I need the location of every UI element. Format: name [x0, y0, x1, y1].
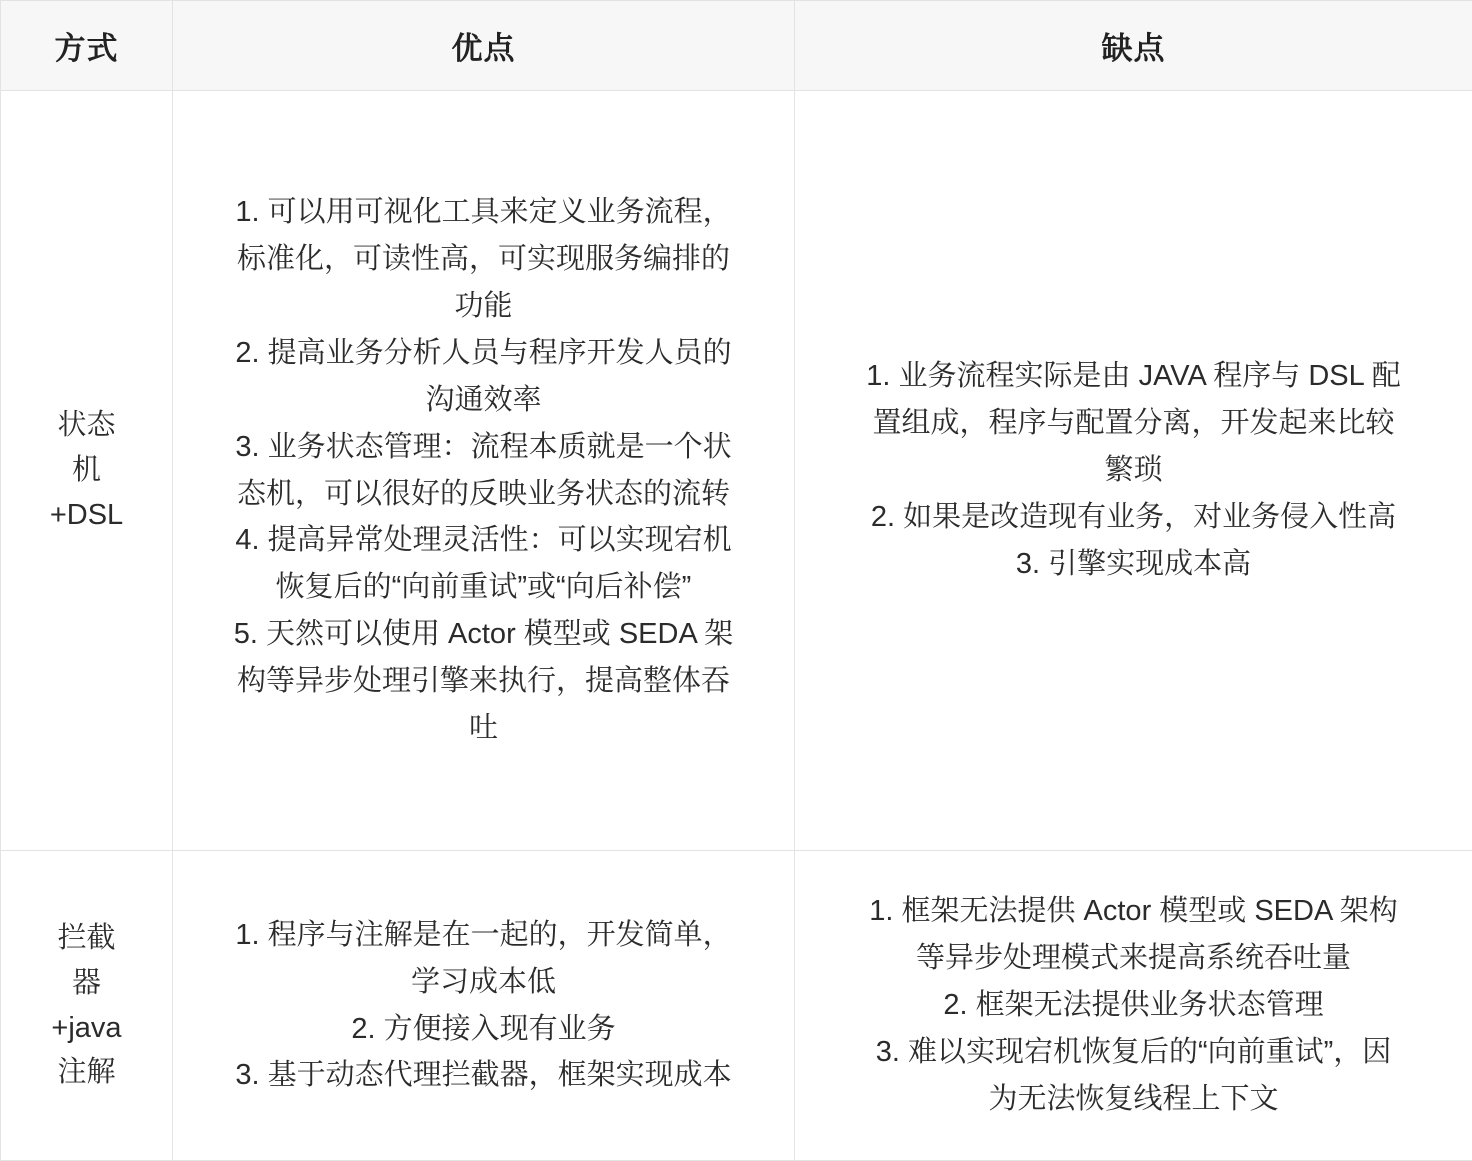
pros-line: 3. 基于动态代理拦截器，框架实现成本: [195, 1052, 772, 1099]
method-line: 机: [7, 448, 166, 493]
cell-cons-state-machine-dsl: [795, 91, 1472, 851]
pros-line: 学习成本低: [195, 959, 772, 1006]
cons-line: 繁琐: [817, 447, 1450, 494]
pros-line: 5. 天然可以使用 Actor 模型或 SEDA 架: [195, 611, 772, 658]
cons-line: 2. 框架无法提供业务状态管理: [817, 982, 1450, 1029]
method-line: +java: [7, 1006, 166, 1051]
pros-line: 4. 提高异常处理灵活性：可以实现宕机: [195, 517, 772, 564]
cell-pros-interceptor-java-annotation: [173, 851, 795, 1161]
cons-line: 1. 业务流程实际是由 JAVA 程序与 DSL 配: [817, 353, 1450, 400]
table-body: [1, 91, 1472, 1161]
pros-line: 1. 程序与注解是在一起的，开发简单，: [195, 912, 772, 959]
pros-line: 吐: [195, 705, 772, 752]
cell-pros-state-machine-dsl: [173, 91, 795, 851]
pros-line: 2. 提高业务分析人员与程序开发人员的: [195, 330, 772, 377]
column-header-cons: 缺点: [795, 1, 1472, 91]
pros-line: 恢复后的“向前重试”或“向后补偿”: [195, 564, 772, 611]
cons-line: 2. 如果是改造现有业务，对业务侵入性高: [817, 494, 1450, 541]
cell-method-interceptor-java-annotation: [1, 851, 173, 1161]
column-header-pros: 优点: [173, 1, 795, 91]
pros-line: 3. 业务状态管理：流程本质就是一个状: [195, 424, 772, 471]
method-line: 注解: [7, 1050, 166, 1095]
column-header-method: 方式: [1, 1, 173, 91]
cons-line: 1. 框架无法提供 Actor 模型或 SEDA 架构: [817, 888, 1450, 935]
table-row: [1, 91, 1472, 851]
cell-method-state-machine-dsl: [1, 91, 173, 851]
table-header-row: [1, 1, 1472, 91]
cell-cons-interceptor-java-annotation: [795, 851, 1472, 1161]
method-line: 状态: [7, 403, 166, 448]
table-header: [1, 1, 1472, 91]
pros-line: 沟通效率: [195, 377, 772, 424]
method-line: 器: [7, 961, 166, 1006]
cons-line: 为无法恢复线程上下文: [817, 1076, 1450, 1123]
pros-line: 功能: [195, 283, 772, 330]
cons-line: 等异步处理模式来提高系统吞吐量: [817, 935, 1450, 982]
method-line: 拦截: [7, 916, 166, 961]
table-row: [1, 851, 1472, 1161]
pros-line: 2. 方便接入现有业务: [195, 1006, 772, 1053]
cons-line: 置组成，程序与配置分离，开发起来比较: [817, 400, 1450, 447]
pros-line: 1. 可以用可视化工具来定义业务流程，: [195, 189, 772, 236]
cons-line: 3. 难以实现宕机恢复后的“向前重试”，因: [817, 1029, 1450, 1076]
pros-line: 态机，可以很好的反映业务状态的流转: [195, 471, 772, 518]
pros-line: 构等异步处理引擎来执行，提高整体吞: [195, 658, 772, 705]
method-line: +DSL: [7, 493, 166, 538]
pros-line: 标准化，可读性高，可实现服务编排的: [195, 236, 772, 283]
cons-line: 3. 引擎实现成本高: [817, 541, 1450, 588]
